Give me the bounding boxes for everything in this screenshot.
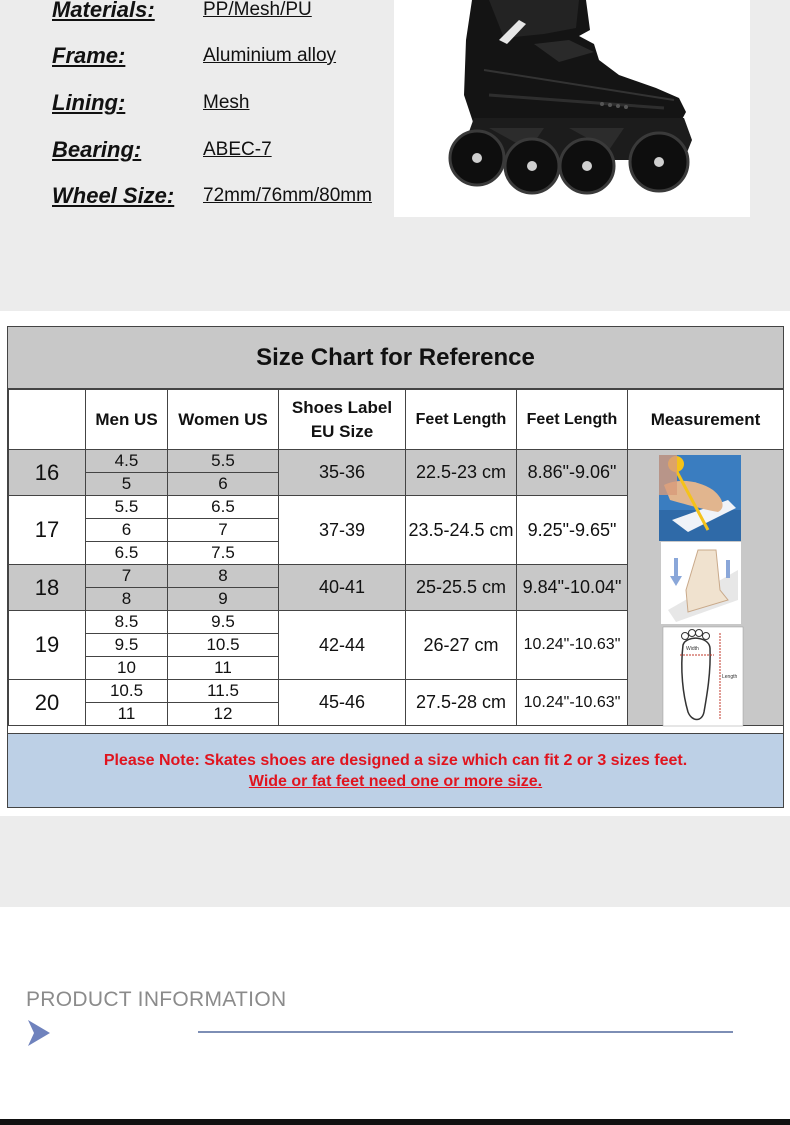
eu-size-cell: 40-41 <box>279 565 406 611</box>
women-us-cell: 8 <box>168 565 279 588</box>
product-info-title: PRODUCT INFORMATION <box>26 988 287 1011</box>
table-row <box>9 450 784 473</box>
spec-label: Materials: <box>52 0 155 22</box>
spec-value: ABEC-7 <box>203 139 272 160</box>
men-us-cell: 5.5 <box>86 496 168 519</box>
inline-skate-icon <box>394 0 750 217</box>
feet-cm-cell: 23.5-24.5 cm <box>406 496 517 565</box>
note-line-2: Wide or fat feet need one or more size. <box>248 772 543 790</box>
size-note <box>8 733 783 807</box>
women-us-cell: 7 <box>168 519 279 542</box>
men-us-cell: 6 <box>86 519 168 542</box>
feet-inch-cell: 9.25"-9.65" <box>517 496 628 565</box>
header-women-us: Women US <box>168 390 279 450</box>
spec-value: Mesh <box>203 92 250 113</box>
header-men-us: Men US <box>86 390 168 450</box>
header-size <box>9 390 86 450</box>
feet-inch-cell: 10.24"-10.63" <box>517 680 628 726</box>
eu-size-cell: 45-46 <box>279 680 406 726</box>
header-feet-length-inch: Feet Length <box>517 390 628 450</box>
men-us-cell: 6.5 <box>86 542 168 565</box>
women-us-cell: 7.5 <box>168 542 279 565</box>
spec-label: Wheel Size: <box>52 183 175 208</box>
women-us-cell: 5.5 <box>168 450 279 473</box>
feet-cm-cell: 22.5-23 cm <box>406 450 517 496</box>
spec-section <box>0 0 790 311</box>
feet-cm-cell: 27.5-28 cm <box>406 680 517 726</box>
header-eu-size <box>279 390 406 450</box>
spec-value: PP/Mesh/PU <box>203 0 312 20</box>
size-cell: 18 <box>9 565 86 611</box>
measurement-images <box>628 450 783 725</box>
spec-label: Frame: <box>52 43 126 68</box>
header-measurement: Measurement <box>628 390 784 450</box>
foot-side-diagram-icon <box>661 542 741 624</box>
note-line-1: Please Note: Skates shoes are designed a size which can fit 2 or 3 sizes feet. <box>103 751 688 769</box>
men-us-cell: 8.5 <box>86 611 168 634</box>
length-label: Length <box>722 674 738 680</box>
eu-size-cell: 37-39 <box>279 496 406 565</box>
men-us-cell: 4.5 <box>86 450 168 473</box>
size-cell: 19 <box>9 611 86 680</box>
foot-measuring-photo-icon <box>659 455 741 541</box>
spec-value: 72mm/76mm/80mm <box>203 185 372 206</box>
men-us-cell: 10 <box>86 657 168 680</box>
spec-row-wheel-size <box>52 183 392 213</box>
spec-value: Aluminium alloy <box>203 45 337 66</box>
foot-outline-diagram-icon <box>663 627 743 726</box>
size-cell: 16 <box>9 450 86 496</box>
spec-row-frame <box>52 43 392 73</box>
size-table <box>8 389 784 726</box>
width-label: Width <box>686 646 699 652</box>
women-us-cell: 6.5 <box>168 496 279 519</box>
feet-cm-cell: 25-25.5 cm <box>406 565 517 611</box>
feet-inch-cell: 8.86"-9.06" <box>517 450 628 496</box>
men-us-cell: 8 <box>86 588 168 611</box>
men-us-cell: 7 <box>86 565 168 588</box>
section-divider <box>198 1031 733 1033</box>
women-us-cell: 6 <box>168 473 279 496</box>
spacer-band <box>0 816 790 907</box>
size-cell: 20 <box>9 680 86 726</box>
feet-cm-cell: 26-27 cm <box>406 611 517 680</box>
women-us-cell: 11 <box>168 657 279 680</box>
spec-row-materials <box>52 0 392 27</box>
eu-size-cell: 42-44 <box>279 611 406 680</box>
eu-size-cell: 35-36 <box>279 450 406 496</box>
header-eu-line1: Shoes Label <box>291 397 393 417</box>
women-us-cell: 9.5 <box>168 611 279 634</box>
size-cell: 17 <box>9 496 86 565</box>
women-us-cell: 9 <box>168 588 279 611</box>
spec-row-bearing <box>52 137 392 167</box>
women-us-cell: 12 <box>168 703 279 726</box>
men-us-cell: 9.5 <box>86 634 168 657</box>
feet-inch-cell: 9.84"-10.04" <box>517 565 628 611</box>
skate-image <box>394 0 750 217</box>
men-us-cell: 11 <box>86 703 168 726</box>
measurement-diagrams <box>628 450 784 732</box>
header-eu-line2: EU Size <box>310 421 374 441</box>
size-chart <box>7 326 784 808</box>
feet-inch-cell: 10.24"-10.63" <box>517 611 628 680</box>
spec-label: Bearing: <box>52 137 142 162</box>
measurement-cell <box>628 450 784 726</box>
bottom-bar <box>0 1119 790 1125</box>
men-us-cell: 10.5 <box>86 680 168 703</box>
chevron-right-icon <box>26 1018 52 1048</box>
spec-label: Lining: <box>52 90 126 115</box>
table-header-row <box>9 390 784 450</box>
women-us-cell: 11.5 <box>168 680 279 703</box>
header-feet-length-cm: Feet Length <box>406 390 517 450</box>
chart-title: Size Chart for Reference <box>8 327 783 389</box>
women-us-cell: 10.5 <box>168 634 279 657</box>
men-us-cell: 5 <box>86 473 168 496</box>
spec-row-lining <box>52 90 392 120</box>
